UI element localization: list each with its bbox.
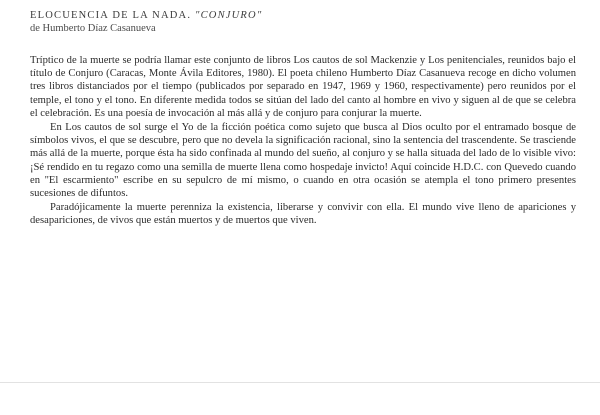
article-title (30, 10, 576, 21)
body-paragraph: Paradójicamente la muerte perenniza la existencia, liberarse y convivir con ella. El mundo vive lleno de apariciones y desapariciones, de vivos que están muertos y de muertos que viven. (30, 202, 576, 227)
article-byline: de Humberto Díaz Casanueva (30, 23, 156, 34)
article-body (30, 54, 576, 228)
article-title-italic: "CONJURO" (194, 10, 263, 21)
article-title-main: ELOCUENCIA DE LA NADA. (30, 10, 192, 21)
body-paragraph: En Los cautos de sol surge el Yo de la ficción poética como sujeto que busca al Dios oculto por el entramado bosque de símbolos vivos, el que se descubre, pero que no devela la significación racional, sino la sentencia del trascendente. Se trasciende más allá de la muerte, porque ésta ha sido confinada al mundo del sueño, al conjuro y se halla situada del lado de lo visible vivo: ¡Sé rendido en tu regazo como una semilla de muerte llena como hospedaje invicto! Aquí coincide H.D.C. con Quevedo cuando en "El escarmiento" escribe en su sepulcro de mí mismo, o cuando en otra ocasión se atempla el tono primero presentes sucesiones de difuntos. (30, 122, 576, 200)
bottom-rule (0, 382, 600, 383)
body-paragraph: Tríptico de la muerte se podría llamar este conjunto de libros Los cautos de sol Mackenzie y Los penitenciales, reunidos bajo el título de Conjuro (Caracas, Monte Ávila Editores, 1980). El poeta chileno Humberto Díaz Casanueva recoge en dicho volumen tres libros distanciados por el tiempo (publicados por separado en 1947, 1969 y 1960, respectivamente) pero reunidos por el temple, el tono y el tono. En diferente medida todos se sitúan del lado del canto al hombre en vivo y siguen al de que se celebra el celebración. Es una poesía de invocación al más allá y de conjuro para conjurar la muerte. (30, 55, 576, 119)
